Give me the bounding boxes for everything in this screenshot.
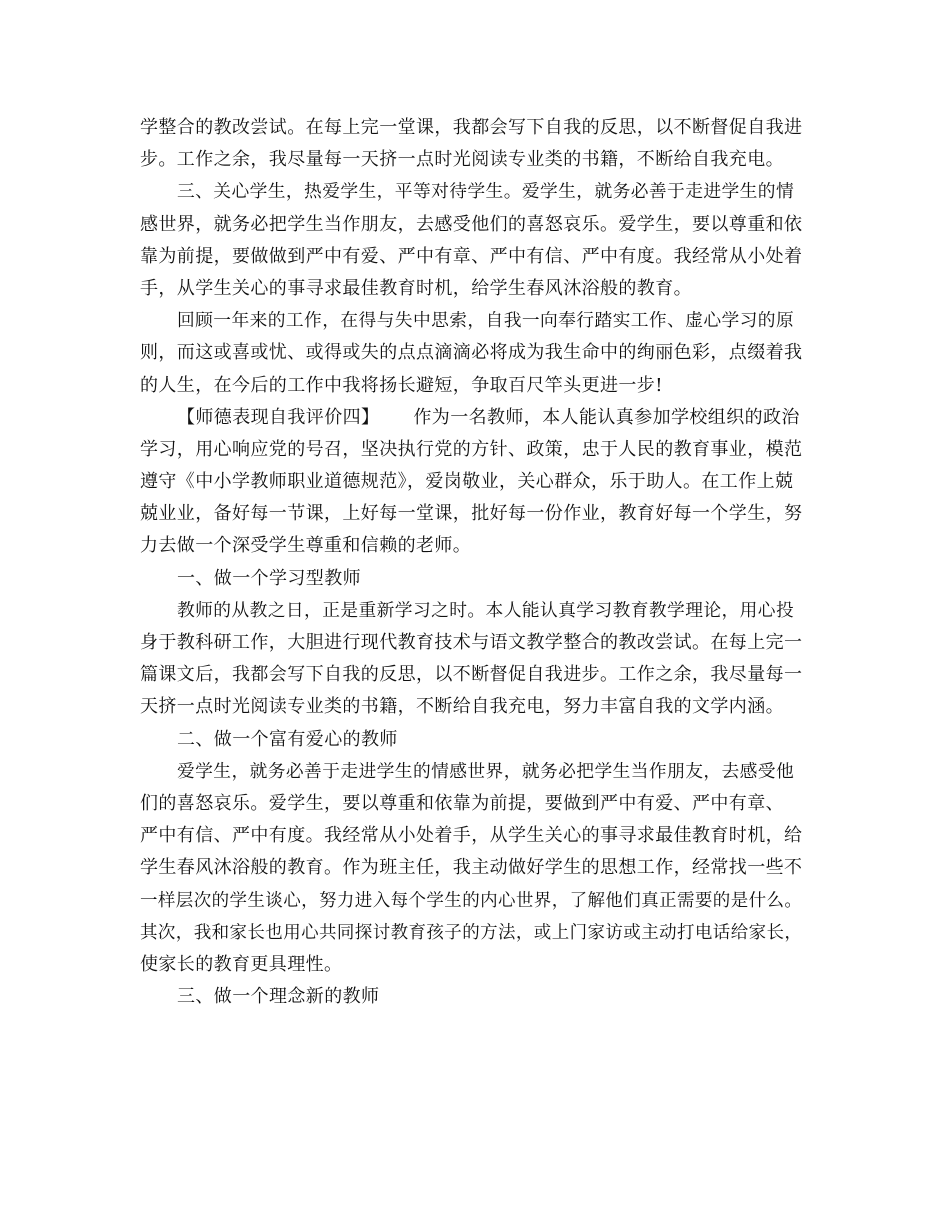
text-line: [140, 724, 802, 756]
text-line: [140, 209, 802, 241]
text-line: [140, 917, 802, 949]
line-text: 作为一名教师，本人能认真参加学校组织的政治: [413, 406, 800, 428]
line-text: 爱学生，就务必善于走进学生的情感世界，就务必把学生当作朋友，去感受他: [177, 761, 795, 782]
line-text: 其次，我和家长也用心共同探讨教育孩子的方法，或上门家访或主动打电话给家长，: [140, 922, 803, 943]
line-text: 遵守《中小学教师职业道德规范》，爱岗敬业，关心群众，乐于助人。在工作上兢: [140, 471, 794, 493]
text-line: [140, 756, 802, 788]
line-text: 学整合的教改尝试。在每上完一堂课，我都会写下自我的反思，以不断督促自我进: [140, 117, 803, 138]
line-text: 力去做一个深受学生尊重和信赖的老师。: [140, 535, 472, 557]
text-line: [140, 852, 802, 884]
line-text: 学生春风沐浴般的教育。作为班主任，我主动做好学生的思想工作，经常找一些不: [140, 857, 803, 879]
text-line: [140, 466, 802, 498]
line-text: 一样层次的学生谈心，努力进入每个学生的内心世界，了解他们真正需要的是什么。: [140, 890, 803, 911]
text-line: [140, 273, 802, 305]
text-line: [140, 305, 802, 337]
text-line: [140, 176, 802, 208]
text-line: [140, 788, 802, 820]
line-text: 天挤一点时光阅读专业类的书籍，不断给自我充电，努力丰富自我的文学内涵。: [140, 696, 784, 718]
text-line: [140, 434, 802, 466]
line-text: 感世界，就务必把学生当作朋友，去感受他们的喜怒哀乐。爱学生，要以尊重和依: [140, 213, 803, 235]
line-text: 兢业业，备好每一节课，上好每一堂课，批好每一份作业，教育好每一个学生，努: [140, 503, 803, 525]
section-heading: 【师德表现自我评价四】: [177, 406, 380, 428]
line-text: 三、关心学生，热爱学生，平等对待学生。爱学生，就务必善于走进学生的情: [177, 182, 795, 203]
text-line: [140, 885, 802, 917]
line-text: 三、做一个理念新的教师: [177, 986, 380, 1008]
line-text: 篇课文后，我都会写下自我的反思，以不断督促自我进步。工作之余，我尽量每一: [140, 664, 803, 686]
line-text: 一、做一个学习型教师: [177, 567, 361, 589]
text-line: [140, 627, 802, 659]
text-line: [140, 402, 802, 434]
line-text: 学习，用心响应党的号召，坚决执行党的方针、政策，忠于人民的教育事业，模范: [140, 438, 803, 460]
text-line: [140, 530, 802, 562]
text-line: [140, 981, 802, 1013]
line-text: 步。工作之余，我尽量每一天挤一点时光阅读专业类的书籍，不断给自我充电。: [140, 149, 784, 171]
text-line: [140, 659, 802, 691]
line-text: 严中有信、严中有度。我经常从小处着手，从学生关心的事寻求最佳教育时机，给: [140, 825, 803, 847]
line-text: 回顾一年来的工作，在得与失中思索，自我一向奉行踏实工作、虚心学习的原: [177, 311, 795, 332]
line-text: 手，从学生关心的事寻求最佳教育时机，给学生春风沐浴般的教育。: [140, 277, 692, 299]
document-body: [140, 112, 802, 1013]
text-line: [140, 691, 802, 723]
text-line: [140, 370, 802, 402]
line-text: 教师的从教之日，正是重新学习之时。本人能认真学习教育教学理论，用心投: [177, 600, 795, 621]
text-line: [140, 949, 802, 981]
text-line: [140, 337, 802, 369]
line-text: 靠为前提，要做做到严中有爱、严中有章、严中有信、严中有度。我经常从小处着: [140, 245, 803, 267]
text-line: [140, 498, 802, 530]
text-line: [140, 563, 802, 595]
text-line: [140, 112, 802, 144]
text-line: [140, 144, 802, 176]
text-line: [140, 820, 802, 852]
line-text: 们的喜怒哀乐。爱学生，要以尊重和依靠为前提，要做到严中有爱、严中有章、: [140, 792, 784, 814]
line-text: 则，而这或喜或忧、或得或失的点点滴滴必将成为我生命中的绚丽色彩，点缀着我: [140, 342, 803, 364]
text-line: [140, 241, 802, 273]
line-text: 身于教科研工作，大胆进行现代教育技术与语文教学整合的教改尝试。在每上完一: [140, 632, 803, 653]
line-text: 二、做一个富有爱心的教师: [177, 728, 398, 750]
text-line: [140, 595, 802, 627]
line-text: 的人生，在今后的工作中我将扬长避短，争取百尺竿头更进一步!: [140, 374, 663, 396]
line-text: 使家长的教育更具理性。: [140, 953, 343, 975]
